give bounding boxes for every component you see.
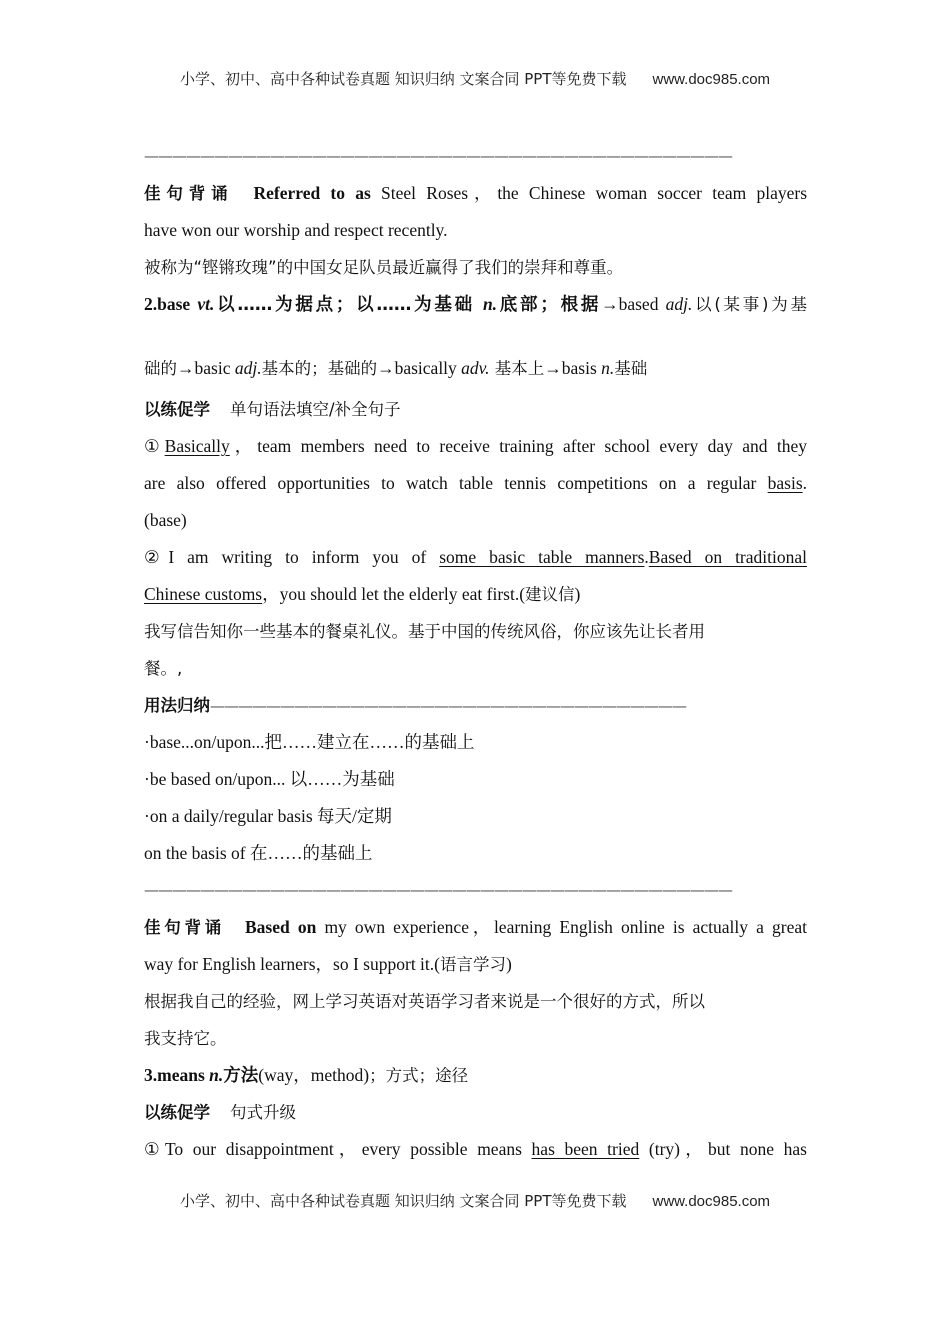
- s2-close: ): [505, 954, 512, 974]
- header-url[interactable]: www.doc985.com: [652, 71, 771, 88]
- q2-period: .: [644, 547, 649, 567]
- q1-period: .: [802, 473, 807, 493]
- divider-line: ——————————————————————————————————————————: [144, 881, 732, 899]
- derived-based-pos: adj.: [665, 294, 693, 314]
- header-text: 小学、初中、高中各种试卷真题 知识归纳 文案合同 PPT等免费下载: [179, 70, 627, 88]
- q1-answer-1: Basically: [164, 436, 230, 456]
- entry-means: [144, 1057, 807, 1094]
- s2-line-1: [144, 909, 807, 946]
- page-header: [0, 68, 950, 89]
- q2-translation-2: 餐。,: [144, 659, 183, 678]
- entry-means-num: 3.: [144, 1065, 158, 1085]
- derived-based-meaning-cont: 础的: [144, 359, 177, 378]
- p2-q1-line: [144, 1131, 807, 1168]
- s1-text-1: Steel Roses，the Chinese woman soccer team players: [370, 183, 807, 203]
- entry-base-line-1: [144, 286, 807, 323]
- derived-basis-pos: n.: [601, 358, 615, 378]
- q1-text-2: are also offered opportunities to watch table tennis competitions on a regular: [144, 473, 768, 493]
- derived-basic-pos: adj.: [234, 358, 262, 378]
- entry-base-line-2: [144, 323, 807, 379]
- q2-line-2: [144, 576, 807, 613]
- p2-q1-answer: has been tried: [531, 1139, 640, 1159]
- entry-means-meaning-1: 方法: [223, 1066, 259, 1086]
- s2-translation-1: 根据我自己的经验，网上学习英语对英语学习者来说是一个很好的方式，所以: [144, 992, 705, 1011]
- s2-text-2: way for English learners，so I support it.(: [144, 954, 440, 974]
- derived-based-meaning: 以(某事)为基: [692, 295, 807, 314]
- arrow-icon: →: [377, 358, 395, 378]
- derived-basic-meaning: 基本的；基础的: [261, 359, 378, 378]
- entry-base-pos-vt: vt.: [197, 294, 215, 314]
- practice1-label: 以练促学: [144, 400, 210, 419]
- q1-line-1: [144, 428, 807, 465]
- q2-number: ②: [144, 547, 169, 567]
- entry-means-word: means: [157, 1065, 205, 1085]
- practice2-heading: [144, 1094, 807, 1131]
- practice1-title: 单句语法填空/补全句子: [230, 400, 401, 419]
- s2-tag: 语言学习: [439, 955, 506, 974]
- q2-tag: 建议信: [525, 585, 575, 604]
- entry-base-meaning-1: 以……为据点；以……为基础: [214, 295, 475, 315]
- q2-answer-2a: Based on traditional: [648, 547, 807, 567]
- derived-basically-pos: adv.: [461, 358, 490, 378]
- derived-basic: basic: [194, 358, 235, 378]
- entry-base-meaning-2: 底部；根据: [497, 295, 602, 315]
- usage-rule: ——————————————————————————————————: [210, 697, 686, 715]
- q2-text-2: ，you should let the elderly eat first.(: [262, 584, 526, 604]
- document-body: [144, 138, 807, 1168]
- entry-base-pos-n: n.: [482, 294, 498, 314]
- usage-label: 用法归纳: [144, 696, 210, 715]
- derived-based: based: [618, 294, 666, 314]
- q2-answer-1: some basic table manners: [439, 547, 645, 567]
- practice2-label: 以练促学: [144, 1103, 210, 1122]
- entry-means-synonyms: (way，method): [258, 1065, 370, 1085]
- usage-item: ·base...on/upon...把……建立在……的基础上: [144, 732, 475, 752]
- derived-basis-meaning: 基础: [614, 359, 648, 378]
- s2-text-1: my own experience，learning English online is actually a great: [316, 917, 807, 937]
- footer-url[interactable]: www.doc985.com: [652, 1193, 771, 1210]
- usage-item: ·on a daily/regular basis 每天/定期: [144, 806, 392, 826]
- entry-means-pos: n.: [209, 1065, 224, 1085]
- s1-label: 佳句背诵: [144, 184, 234, 203]
- s1-line-1: [144, 175, 807, 212]
- q1-number: ①: [144, 436, 165, 456]
- s2-label: 佳句背诵: [144, 918, 225, 937]
- divider-line: ——————————————————————————————————————————: [144, 147, 732, 165]
- s2-line-2: [144, 946, 807, 983]
- derived-basis: basis: [561, 358, 602, 378]
- page-footer: [0, 1190, 950, 1211]
- p2-q1-text-1: To our disappointment，every possible means: [164, 1139, 532, 1159]
- practice1-heading: [144, 391, 807, 428]
- derived-basically-meaning: 基本上: [489, 359, 545, 378]
- p2-q1-text-2: (try)，but none has: [639, 1139, 807, 1159]
- arrow-icon: →: [177, 358, 195, 378]
- usage-item: on the basis of 在……的基础上: [144, 843, 373, 863]
- entry-means-meaning-2: ；方式；途径: [369, 1066, 469, 1085]
- entry-base-word: base: [157, 294, 191, 314]
- usage-heading: [144, 687, 807, 724]
- q1-line-2: [144, 465, 807, 502]
- arrow-icon: →: [544, 358, 562, 378]
- usage-item: ·be based on/upon... 以……为基础: [144, 769, 395, 789]
- derived-basically: basically: [394, 358, 462, 378]
- s2-bold-phrase: Based on: [244, 917, 317, 937]
- q2-answer-2b: Chinese customs: [144, 584, 263, 604]
- s1-bold-phrase: Referred to as: [253, 183, 371, 203]
- footer-text: 小学、初中、高中各种试卷真题 知识归纳 文案合同 PPT等免费下载: [179, 1192, 627, 1210]
- s1-line-2: have won our worship and respect recently.: [144, 220, 448, 240]
- s1-translation: 被称为“铿锵玫瑰”的中国女足队员最近赢得了我们的崇拜和尊重。: [144, 258, 624, 277]
- entry-base-num: 2.: [144, 294, 158, 314]
- s2-translation-2: 我支持它。: [144, 1029, 227, 1048]
- q2-line-1: [144, 539, 807, 576]
- p2-q1-number: ①: [144, 1139, 165, 1159]
- practice2-title: 句式升级: [230, 1103, 296, 1122]
- q1-text-1: ，team members need to receive training after school every day and they: [229, 436, 807, 456]
- q1-answer-2: basis: [767, 473, 803, 493]
- q2-close: ): [574, 584, 581, 604]
- q2-text-1: I am writing to inform you of: [168, 547, 440, 567]
- q2-translation-1: 我写信告知你一些基本的餐桌礼仪。基于中国的传统风俗，你应该先让长者用: [144, 622, 705, 641]
- q1-hint: (base): [144, 510, 187, 530]
- arrow-icon: →: [601, 294, 619, 314]
